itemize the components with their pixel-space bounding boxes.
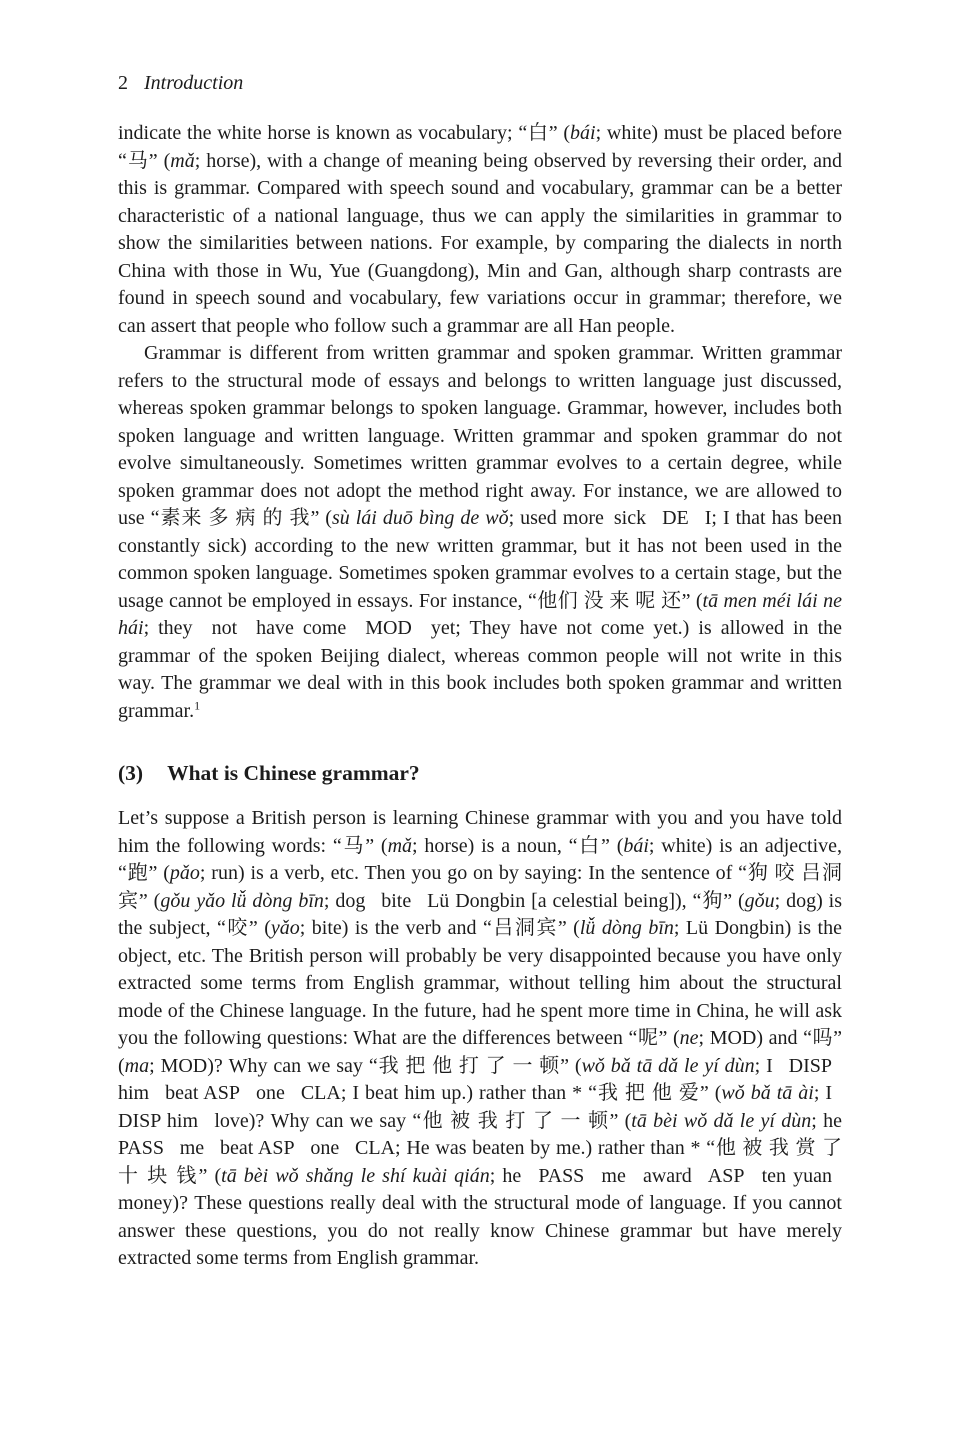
text-segment: ” (	[310, 507, 332, 529]
text-segment: 白	[527, 122, 549, 144]
text-segment: ” (	[148, 862, 170, 884]
text-segment: ” (	[601, 834, 624, 857]
text-segment: ; run) is a verb, etc. Then you go on by saying: In the sentence of “	[199, 862, 748, 884]
text-segment: ma	[124, 1054, 150, 1077]
text-segment: ; dog bite Lü Dongbin [a celestial being]), “	[323, 889, 702, 912]
text-segment: 咬	[225, 917, 249, 939]
text-segment: ” (	[609, 1109, 632, 1132]
text-segment: ; Lü Dongbin) is the object, etc. The British person will probably be very disappointed because you have only extracted some terms from English grammar, without telling him about the structural mode of the Chinese language. In the future, had he spent more time in China, he will ask you the following questions: What are the differences between “	[118, 917, 842, 1049]
text-segment: 狗 咬 吕洞宾	[118, 862, 843, 912]
page-number: 2	[118, 72, 128, 94]
text-segment: mǎ	[387, 834, 413, 857]
paragraph-3	[118, 805, 842, 1273]
text-segment: ” (	[560, 1054, 582, 1077]
text-segment: mǎ	[170, 149, 195, 172]
paragraph-1	[118, 120, 842, 340]
text-segment: ; horse), with a change of meaning being observed by reversing their order, and this is grammar. Compared with speech sound and vocabulary, grammar can be a better characteristic of a national language, thus we can apply the similarities in grammar to show the similarities between nations. For example, by comparing the dialects in north China with those in Wu, Yue (Guangdong), Min and Gan, although sharp contrasts are found in speech sound and vocabulary, few variations occur in grammar; therefore, we can assert that people who follow such a grammar are all Han people.	[118, 149, 842, 337]
text-segment: indicate the white horse is known as vocabulary; “	[118, 122, 528, 144]
text-segment: 我 把 他 打 了 一 顿	[377, 1054, 561, 1077]
text-segment: pǎo	[169, 862, 200, 884]
text-segment: 他 被 我 打 了 一 顿	[421, 1109, 610, 1132]
text-segment: ” (	[248, 917, 271, 939]
text-segment: 他们 没 来 呢 还	[536, 589, 682, 612]
text-segment: ; I DISP him beat ASP one CLA; I beat him up.) rather than * “	[118, 1054, 842, 1104]
text-segment: tā bèi wǒ dǎ le yí dùn	[631, 1109, 812, 1132]
text-segment: ; he PASS me beat ASP one CLA; He was beaten by me.) rather than * “	[118, 1109, 842, 1159]
text-segment: 马	[126, 149, 149, 172]
text-segment: wǒ bǎ tā dǎ le yí dùn	[581, 1054, 755, 1077]
text-segment: gǒu yǎo lǚ dòng bīn	[160, 889, 324, 912]
text-segment: ; used more sick DE I; I that has been constantly sick) according to the new written grammar, but it has not been used in the common spoken language. Sometimes spoken grammar evolves to a certain stage, but the usage cannot be employed in essays. For instance, “	[118, 507, 842, 612]
text-segment: ” (	[723, 889, 745, 912]
text-segment: sù lái duō bìng de wǒ	[331, 507, 509, 529]
text-segment: ” (	[699, 1082, 722, 1104]
section-heading	[118, 759, 842, 787]
text-segment: ” (	[198, 1164, 222, 1187]
text-segment: yǎo	[270, 917, 300, 939]
text-segment: bái	[623, 834, 649, 857]
text-segment: tā men méi lái ne hái	[118, 589, 842, 639]
text-segment: 跑	[126, 862, 149, 884]
text-segment: ” (	[557, 917, 580, 939]
text-segment: ” (	[118, 1027, 843, 1077]
text-segment: ; horse) is a noun, “	[412, 834, 578, 857]
text-segment: Let’s suppose a British person is learning Chinese grammar with you and you have told him the following words: “	[118, 807, 842, 857]
running-title: Introduction	[144, 72, 244, 94]
text-segment: ; MOD)? Why can we say “	[149, 1054, 378, 1077]
text-segment: ” (	[365, 834, 388, 857]
text-segment: 1	[194, 697, 201, 712]
text-segment: ; bite) is the verb and “	[299, 917, 492, 939]
text-segment: ; I DISP him love)? Why can we say “	[118, 1082, 843, 1132]
text-segment: 素来 多 病 的 我	[159, 507, 311, 529]
page-header	[118, 70, 842, 96]
text-segment: ; white) is an adjective, “	[118, 834, 843, 884]
text-segment: ; white) must be placed before “	[118, 122, 843, 172]
text-segment: 吕洞宾	[491, 917, 558, 939]
text-segment: ; they not have come MOD yet; They have not come yet.) is allowed in the grammar of the spoken Beijing dialect, whereas common people will not write in this way. The grammar we deal with in this book includes both spoken grammar and written grammar.	[118, 617, 842, 722]
text-segment: ; he PASS me award ASP ten yuan money)? These questions really deal with the structural mode of language. If you cannot answer these questions, you do not really know Chinese grammar but have merely extracted some terms from English grammar.	[118, 1164, 842, 1269]
text-segment: ” (	[138, 889, 161, 912]
text-segment: 吗	[811, 1027, 834, 1049]
paragraph-2	[118, 340, 842, 725]
text-segment: 他 被 我 赏 了 十 块 钱	[118, 1137, 842, 1187]
text-segment: Grammar is different from written grammar and spoken grammar. Written grammar refers to the structural mode of essays and belongs to written language just discussed, whereas spoken grammar belongs to spoken language. Grammar, however, includes both spoken language and written language. Written grammar and spoken grammar do not evolve simultaneously. Sometimes written grammar evolves to a certain degree, while spoken grammar does not adopt the method right away. For instance, we are allowed to use “	[118, 342, 842, 529]
text-segment: bái	[570, 122, 596, 144]
text-segment: 白	[577, 834, 602, 857]
text-segment: ” (	[658, 1027, 680, 1049]
text-segment: 呢	[637, 1027, 659, 1049]
text-segment: ” (	[681, 589, 703, 612]
text-segment: ne	[679, 1027, 699, 1049]
text-segment: 狗	[701, 889, 724, 912]
text-segment: ” (	[148, 149, 171, 172]
text-segment: gǒu	[744, 889, 775, 912]
section-number: (3)	[118, 761, 144, 785]
text-segment: 马	[341, 834, 366, 857]
text-segment: ; MOD) and “	[698, 1027, 812, 1049]
text-segment: ; dog) is the subject, “	[118, 889, 842, 939]
text-segment: 我 把 他 爱	[596, 1082, 700, 1104]
text-segment: lǚ dòng bīn	[579, 917, 674, 939]
text-segment: tā bèi wǒ shǎng le shí kuài qián	[221, 1164, 490, 1187]
text-segment: ” (	[548, 122, 571, 144]
text-segment: wǒ bǎ tā ài	[721, 1082, 814, 1104]
section-title: What is Chinese grammar?	[167, 761, 420, 785]
